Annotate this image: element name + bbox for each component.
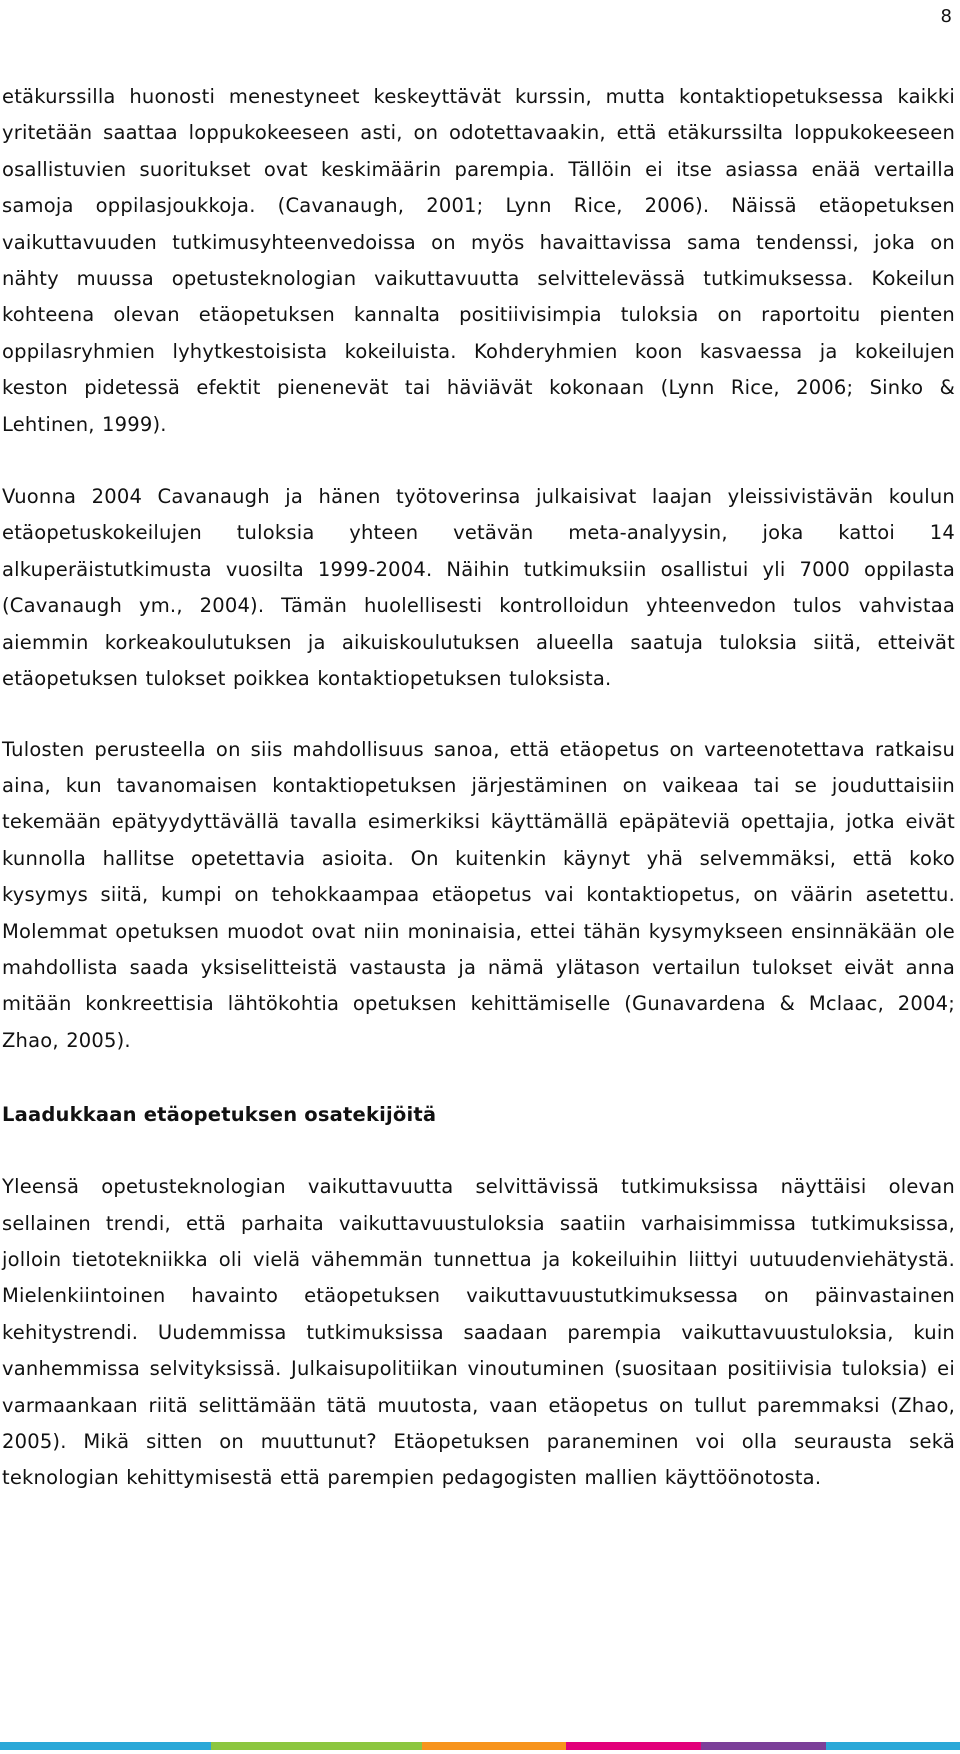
document-body [2, 79, 955, 1497]
paragraph-3: Tulosten perusteella on siis mahdollisuus sanoa, että etäopetus on varteenotettava ratkaisu aina, kun tavanomaisen kontaktiopetuksen järjestäminen on vaikeaa tai se jouduttaisiin tekemään epätyydyttävällä tavalla esimerkiksi käyttämällä epäpäteviä opettajia, jotka eivät kunnolla hallitse opetettavia asioita. On kuitenkin käynyt yhä selvemmäksi, että koko kysymys siitä, kumpi on tehokkaampaa etäopetus vai kontaktiopetus, on väärin asetettu. Molemmat opetuksen muodot ovat niin moninaisia, ettei tähän kysymykseen ensinnäkään ole mahdollista saada yksiselitteistä vastausta ja nämä ylätason vertailun tulokset eivät anna mitään konkreettisia lähtökohtia opetuksen kehittämiselle (Gunavardena & Mclaac, 2004; Zhao, 2005). [2, 737, 955, 1052]
footer-segment-green [211, 1742, 422, 1750]
paragraph-2: Vuonna 2004 Cavanaugh ja hänen työtoverinsa julkaisivat laajan yleissivistävän koulun etäopetuskokeilujen tuloksia yhteen vetävän meta-analyysin, joka kattoi 14 alkuperäistutkimusta vuosilta 1999-2004. Näihin tutkimuksiin osallistui yli 7000 oppilasta (Cavanaugh ym., 2004). Tämän huolellisesti kontrolloidun yhteenvedon tulos vahvistaa aiemmin korkeakoulutuksen ja aikuiskoulutuksen alueella saatuja tuloksia siitä, etteivät etäopetuksen tulokset poikkea kontaktiopetuksen tuloksista. [2, 485, 955, 691]
paragraph-4: Yleensä opetusteknologian vaikuttavuutta selvittävissä tutkimuksissa näyttäisi olevan sellainen trendi, että parhaita vaikuttavuustuloksia saatiin varhaisimmissa tutkimuksissa, jolloin tietotekniikka oli vielä vähemmän tunnettua ja kokeiluihin liittyi uutuudenviehätystä. Mielenkiintoinen havainto etäopetuksen vaikuttavuustutkimuksessa on päinvastainen kehitystrendi. Uudemmissa tutkimuksissa saadaan parempia vaikuttavuustuloksia, kuin vanhemmissa selvityksissä. Julkaisupolitiikan vinoutuminen (suositaan positiivisia tuloksia) ei varmaankaan riitä selittämään tätä muutosta, vaan etäopetus on tullut paremmaksi (Zhao, 2005). Mikä sitten on muuttunut? Etäopetuksen paraneminen voi olla seurausta sekä teknologian kehittymisestä että parempien pedagogisten mallien käyttöönotosta. [2, 1175, 955, 1490]
section-heading: Laadukkaan etäopetuksen osatekijöitä [2, 1103, 437, 1127]
footer-color-bar [0, 1742, 960, 1750]
footer-segment-orange [422, 1742, 566, 1750]
footer-segment-purple [701, 1742, 826, 1750]
page-number: 8 [940, 6, 952, 27]
footer-segment-blue-end [826, 1742, 960, 1750]
paragraph-1: etäkurssilla huonosti menestyneet keskeyttävät kurssin, mutta kontaktiopetuksessa kaikki yritetään saattaa loppukokeeseen asti, on odotettavaakin, että etäkurssilta loppukokeeseen osallistuvien suoritukset ovat keskimäärin parempia. Tällöin ei itse asiassa enää vertailla samoja oppilasjoukkoja. (Cavanaugh, 2001; Lynn Rice, 2006). Näissä etäopetuksen vaikuttavuuden tutkimusyhteenvedoissa on myös havaittavissa sama tendenssi, joka on nähty muussa opetusteknologian vaikuttavuutta selvittelevässä tutkimuksessa. Kokeilun kohteena olevan etäopetuksen kannalta positiivisimpia tuloksia on raportoitu pienten oppilasryhmien lyhytkestoisista kokeiluista. Kohderyhmien koon kasvaessa ja kokeilujen keston pidetessä efektit pienenevät tai häviävät kokonaan (Lynn Rice, 2006; Sinko & Lehtinen, 1999). [2, 85, 955, 436]
footer-segment-magenta [566, 1742, 700, 1750]
footer-segment-blue [0, 1742, 211, 1750]
